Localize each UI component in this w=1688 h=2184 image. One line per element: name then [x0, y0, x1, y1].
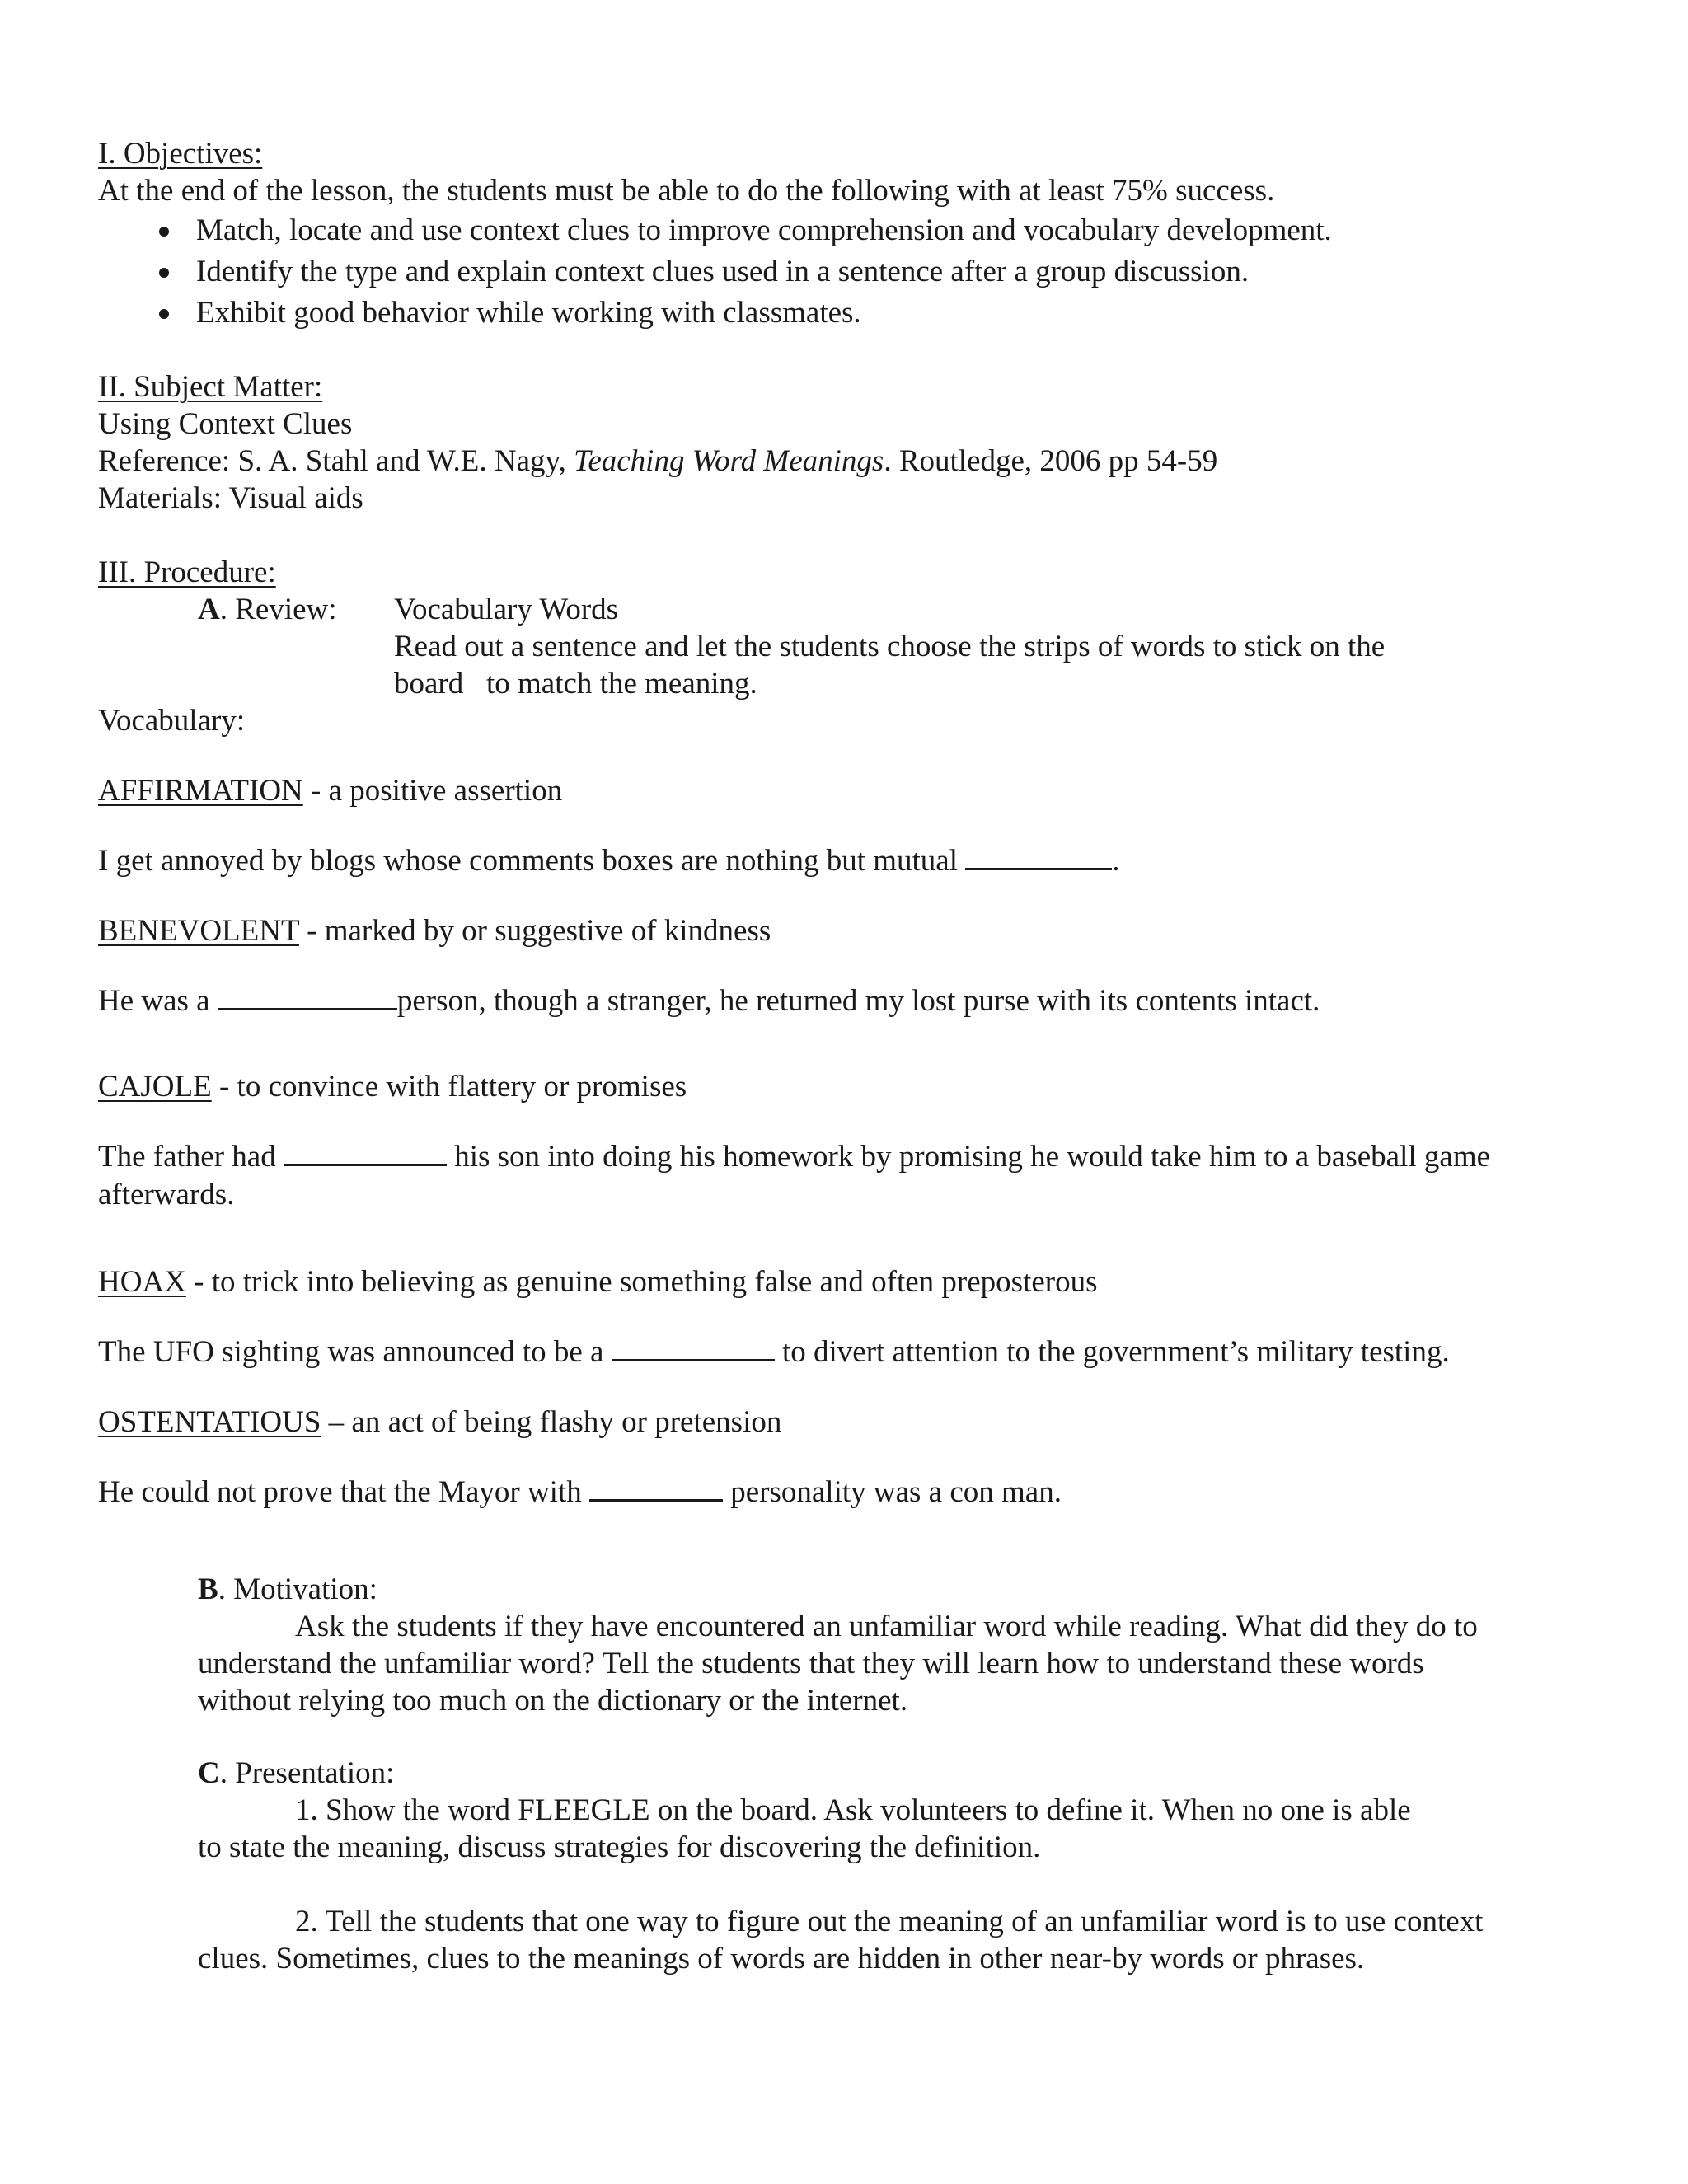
motivation-heading: B. Motivation: — [198, 1572, 377, 1606]
review-label: A. Review: — [198, 593, 337, 626]
reference-title: Teaching Word Meanings — [574, 444, 884, 478]
answer-blank — [612, 1334, 775, 1361]
motivation-letter: B — [198, 1572, 218, 1606]
review-instructions-line: board to match the meaning. — [394, 667, 757, 701]
vocabulary-sentence: He was a person, though a stranger, he returned my lost purse with its contents intact. — [98, 984, 1320, 1018]
vocabulary-definition: CAJOLE - to convince with flattery or promises — [98, 1070, 687, 1104]
presentation-line: 2. Tell the students that one way to figure out the meaning of an unfamiliar word is to use context — [295, 1905, 1484, 1938]
vocabulary-word: BENEVOLENT — [98, 914, 299, 948]
objective-item: Identify the type and explain context clues used in a sentence after a group discussion. — [196, 255, 1250, 288]
vocabulary-sentence-continued: afterwards. — [98, 1178, 235, 1212]
vocabulary-word: HOAX — [98, 1265, 186, 1299]
subject-materials: Materials: Visual aids — [98, 481, 363, 515]
vocabulary-sentence: I get annoyed by blogs whose comments boxes are nothing but mutual . — [98, 844, 1120, 878]
presentation-heading: C. Presentation: — [198, 1756, 395, 1790]
presentation-letter: C — [198, 1756, 220, 1790]
vocabulary-sentence: He could not prove that the Mayor with personality was a con man. — [98, 1475, 1062, 1509]
objectives-heading: I. Objectives: — [98, 137, 263, 171]
vocabulary-definition: OSTENTATIOUS – an act of being flashy or pretension — [98, 1405, 782, 1439]
subject-matter-heading: II. Subject Matter: — [98, 370, 323, 404]
subject-topic: Using Context Clues — [98, 407, 353, 441]
vocabulary-sentence: The UFO sighting was announced to be a to divert attention to the government’s military testing. — [98, 1335, 1450, 1369]
vocabulary-definition: BENEVOLENT - marked by or suggestive of kindness — [98, 914, 771, 948]
review-title: Vocabulary Words — [394, 593, 619, 626]
review-letter: A — [198, 593, 220, 626]
bullet-icon — [159, 227, 169, 237]
reference-prefix: Reference: S. A. Stahl and W.E. Nagy, — [98, 444, 574, 478]
vocabulary-definition: AFFIRMATION - a positive assertion — [98, 774, 563, 808]
motivation-line: without relying too much on the dictionary or the internet. — [198, 1684, 908, 1718]
vocabulary-sentence: The father had his son into doing his homework by promising he would take him to a baseball game — [98, 1140, 1491, 1174]
objectives-intro: At the end of the lesson, the students must be able to do the following with at least 75% success. — [98, 174, 1275, 208]
presentation-line: to state the meaning, discuss strategies for discovering the definition. — [198, 1830, 1041, 1864]
bullet-icon — [159, 268, 169, 278]
vocabulary-definition: HOAX - to trick into believing as genuine something false and often preposterous — [98, 1265, 1098, 1299]
presentation-line: clues. Sometimes, clues to the meanings of words are hidden in other near-by words or phrases. — [198, 1942, 1365, 1975]
motivation-line: understand the unfamiliar word? Tell the students that they will learn how to understand these words — [198, 1647, 1424, 1680]
subject-reference — [98, 443, 1217, 480]
motivation-line: Ask the students if they have encountered an unfamiliar word while reading. What did they do to — [295, 1610, 1478, 1643]
objective-item: Match, locate and use context clues to improve comprehension and vocabulary development. — [196, 213, 1332, 247]
answer-blank — [589, 1474, 723, 1502]
bullet-icon — [159, 309, 169, 319]
answer-blank — [284, 1139, 447, 1166]
reference-suffix: . Routledge, 2006 pp 54-59 — [884, 444, 1218, 478]
procedure-heading: III. Procedure: — [98, 555, 276, 589]
review-instructions-line: Read out a sentence and let the students choose the strips of words to stick on the — [394, 630, 1386, 663]
vocabulary-word: CAJOLE — [98, 1070, 212, 1104]
vocabulary-word: AFFIRMATION — [98, 774, 303, 808]
answer-blank — [965, 843, 1112, 870]
vocabulary-word: OSTENTATIOUS — [98, 1405, 321, 1439]
objective-item: Exhibit good behavior while working with classmates. — [196, 296, 861, 330]
presentation-line: 1. Show the word FLEEGLE on the board. Ask volunteers to define it. When no one is able — [295, 1793, 1411, 1827]
answer-blank — [218, 983, 397, 1010]
vocabulary-label: Vocabulary: — [98, 704, 246, 738]
